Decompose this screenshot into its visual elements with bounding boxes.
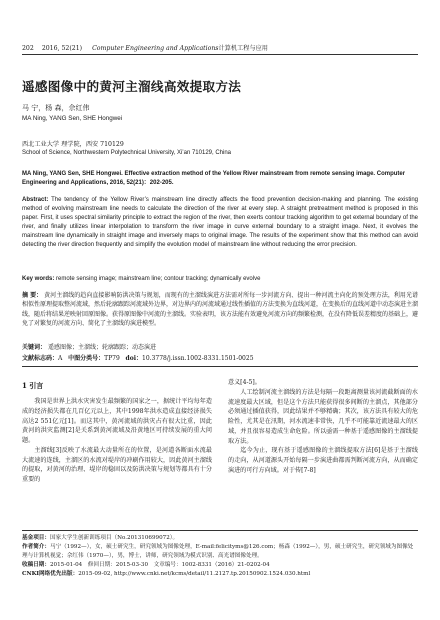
- doc-code: A: [58, 355, 63, 362]
- author-note: [22, 543, 418, 561]
- paper-title: 遥感图像中的黄河主溜线高效提取方法: [22, 79, 242, 94]
- keywords-en: [22, 276, 418, 282]
- author-label: 作者简介：: [22, 543, 50, 550]
- doc-code-label: 文献标志码：: [22, 355, 59, 362]
- keywords-cn-label: 关键词：: [22, 344, 47, 351]
- abstract-en-text: The tendency of the Yellow River’s mainstream line directly affects the flood prevention decision-making and planning. The existing method of evolving mainstream line needs to calculate the direction of the river at every step. A straight pretreatment method is proposed in this paper. First, it uses spectral similarity principle to extract the region of the river, then exerts contour tracking algorithm to get external boundary of the river, and finally utilizes linear interpolation to transform the river image in curve external boundary to a straight image. Next, it evolves the mainstream line dynamically in straight image and inversely maps to original image. The results of the experiment show that this method can avoid detecting the river direction frequently and simplify the evolution model of mainstream line without reducing the error precision.: [22, 197, 418, 248]
- abstract-cn: [22, 291, 418, 328]
- classification-line: [22, 353, 418, 362]
- dates-text: 2015-01-04 修回日期：2015-03-30 文章编号：1002-8331（2016）21-0202-04: [49, 561, 270, 568]
- authors-en: MA Ning, YANG Sen, SHE Hongwei: [22, 115, 123, 122]
- authors-cn: 马 宁，杨 森，佘红伟: [22, 104, 90, 112]
- keywords-en-label: Key words:: [22, 276, 55, 282]
- paragraph: 主溜线[3]反映了水流最大动量所在的位置，是河道各断面水流最大流速的连线，主溜区的水流对堤岸的冲刷作用较大，因此黄河主溜线的提取，对黄河的治理、堤岸的稳固以及防洪决策与规划等都具有十分重要的: [22, 446, 212, 484]
- footnotes: [22, 530, 418, 579]
- fund-note: [22, 534, 418, 543]
- section-heading: 1 引言: [22, 381, 44, 390]
- dates-label: 收稿日期：: [22, 561, 50, 568]
- clc-code-label: 中图分类号：: [68, 355, 105, 362]
- keywords-en-text: remote sensing image; mainstream line; contour tracking; dynamically evolve: [56, 276, 261, 282]
- fund-text: 国家大学生创新训练项目（No.201310699072）。: [49, 535, 179, 541]
- running-header: [22, 40, 418, 55]
- fund-label: 基金项目：: [22, 535, 50, 541]
- keywords-cn-text: 遥感图像；主溜线；轮廓跟踪；动态演进: [47, 344, 156, 351]
- online-text: 2015-09-02, http://www.cnki.net/kcms/detail/11.2127.tp.20150902.1524.030.html: [78, 570, 311, 577]
- abstract-cn-text: 黄河主溜线的趋向直接影响防洪决策与规划，而现有的主溜线演进方法需对所每一步河流方向、提出一种河流主向化的预处理方法，利用光谱相似性原理提取整河流域，然后轮廓跟踪河流域外边界，对边界内的河流域通过线性插值的方法变换为直线河道，在变换后的直线河道中动态演进主溜线，随后将结果逆映射回原图像。获得原图像中河流的主溜线。实验表明，该方法能有效避免河流方向的频繁检测，在没有降低误差精度的基础上，避免了对繁复的河流方向、简化了主溜线的演进模型。: [22, 292, 419, 327]
- doi-label: doi：: [125, 355, 143, 362]
- issue-info: 2016, 52(21): [41, 45, 83, 52]
- abstract-cn-label: 摘 要：: [22, 292, 43, 299]
- keywords-cn: [22, 342, 418, 351]
- online-note: [22, 570, 418, 579]
- paragraph: 人工绘制河流主溜线的方法是每隔一段距离测量该河流截断面的水流速度最大区域，但是这个方法只能获得很多间断的主溜点，其他部分必须通过插值获得，因此结果并不够精确；其次，该方法具有较大的危险性，尤其是在汛期，河水流速非常快，几乎不可能靠近流速最大的区域，并且很容易造成生命危险。所以亟需一种基于遥感图像的主溜线提取方法。: [228, 388, 418, 445]
- affiliation-en: School of Science, Northwestern Polytechnical University, Xi’an 710129, China: [22, 150, 231, 156]
- citation: MA Ning, YANG Sen, SHE Hongwei. Effective extraction method of the Yellow River mainstream from remote sensing image. Computer Engineering and Applications, 2016, 52(21)：202-205.: [22, 171, 406, 186]
- online-label: CNKI网络优先出版：: [22, 570, 79, 577]
- abstract-en-label: Abstract:: [22, 197, 49, 203]
- paragraph: 迄今为止，现有基于遥感图像的主溜线提取方法[6]是基于主溜线的走向，从河道源头开始每隔一步演进曲都需判断河流方向，从而确定演进的可行方向域。对于传[7-8]: [228, 447, 418, 474]
- author-text: 马宁（1992—），女，硕士研究生，研究领域为图像处理，E-mail:felicityms@126.com；杨森（1992—），男，硕士研究生，研究领域为图像处理与计算机视觉；佘红伟（1970—），男，博士，讲师，研究领域为模式识别、高光谱图像处理。: [22, 543, 414, 559]
- section-divider: [22, 366, 418, 367]
- paragraph: 我国是世界上洪水灾害发生最频繁的国家之一，据统计平均每年造成的经济损失都在几百亿元以上，其中1998年洪水造成直接经济损失高达2 551亿元[1]。而这其中，黄河流域的洪灾占有很大比重，因此黄河的洪灾监测[2]是关系到黄河流域及沿黄地区可持续发展的重大问题。: [22, 398, 212, 445]
- doi: 10.3778/j.issn.1002-8331.1501-0025: [142, 355, 254, 362]
- affiliation-cn: 西北工业大学 理学院，西安 710129: [22, 141, 124, 148]
- journal-name-en: Computer Engineering and Applications: [92, 45, 219, 52]
- left-column: [22, 378, 212, 485]
- paragraph: 意义[4-5]。: [228, 379, 261, 386]
- clc-code: TP79: [104, 355, 120, 362]
- journal-name-cn: 计算机工程与应用: [218, 45, 268, 52]
- right-column: [228, 378, 418, 476]
- abstract-en: [22, 196, 418, 250]
- dates-note: [22, 561, 418, 570]
- page-number: 202: [22, 45, 34, 52]
